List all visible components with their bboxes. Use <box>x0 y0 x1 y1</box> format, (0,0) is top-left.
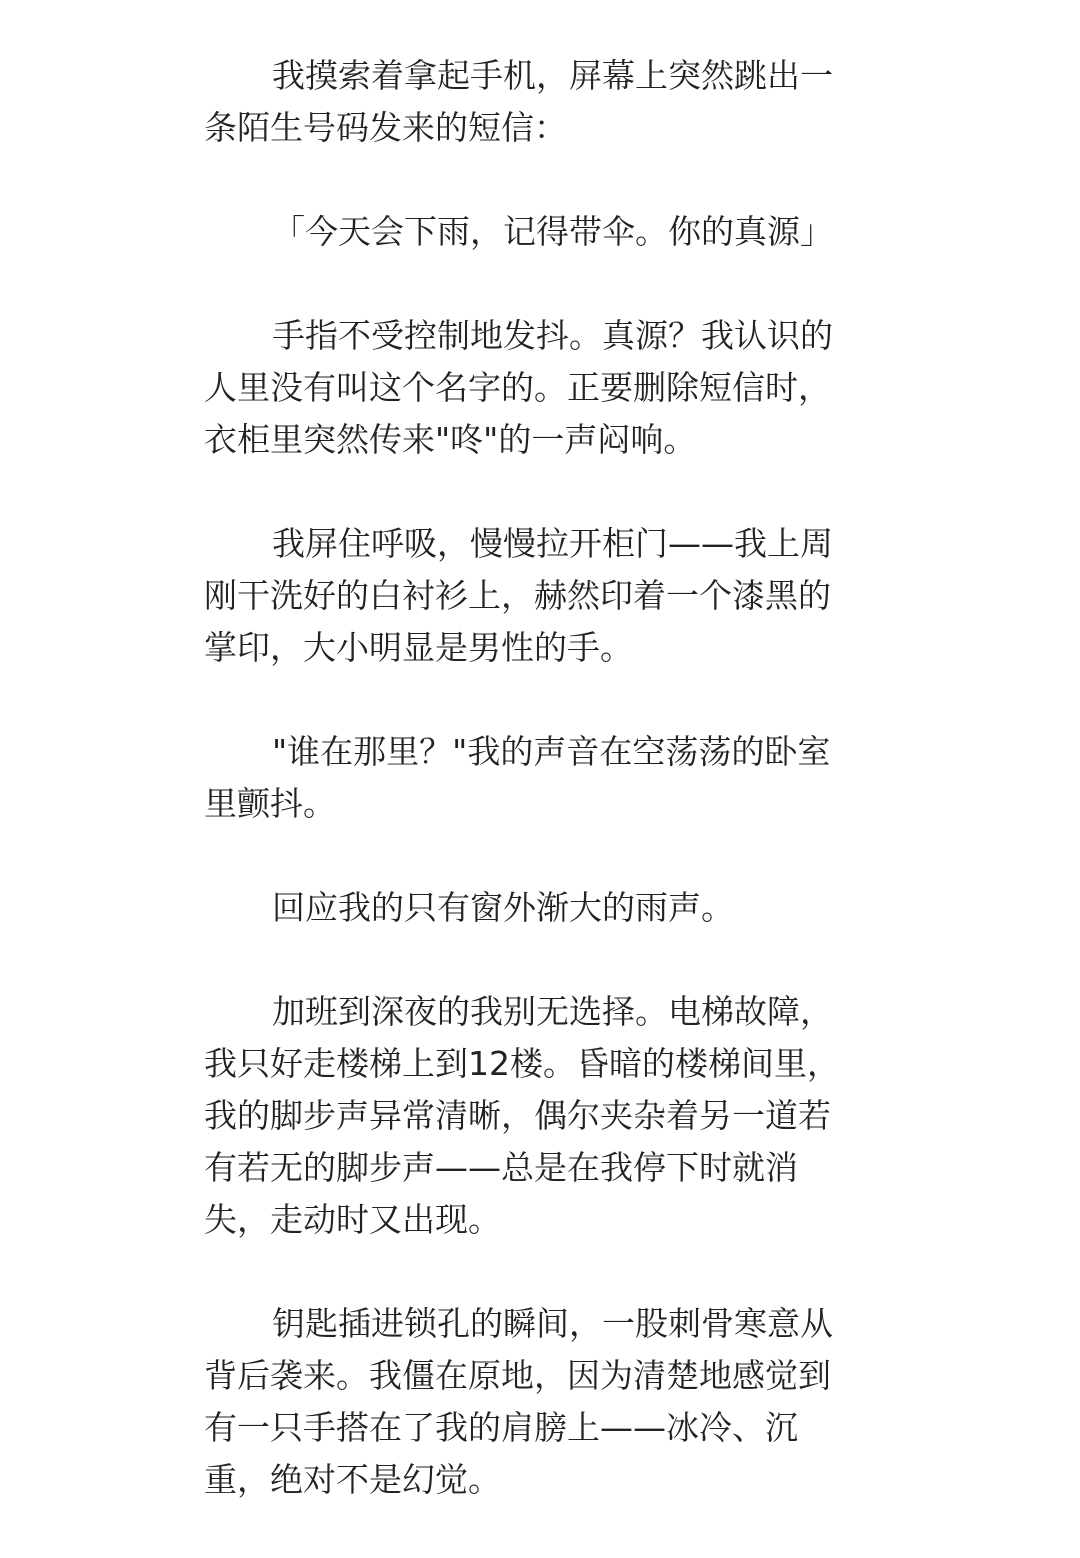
text-line: 加班到深夜的我别无选择。电梯故障， <box>272 992 833 1031</box>
article-body <box>204 50 884 1558</box>
text-line: 有若无的脚步声——总是在我停下时就消 <box>204 1148 798 1187</box>
text-line: 我只好走楼梯上到12楼。昏暗的楼梯间里， <box>204 1044 840 1083</box>
paragraph-4 <box>204 518 884 674</box>
text-line: 我的脚步声异常清晰，偶尔夹杂着另一道若 <box>204 1096 831 1135</box>
text-line: 失，走动时又出现。 <box>204 1200 501 1239</box>
paragraph-2 <box>204 206 884 258</box>
text-line: 手指不受控制地发抖。真源？我认识的 <box>272 316 833 355</box>
text-line: 我屏住呼吸，慢慢拉开柜门——我上周 <box>272 524 833 563</box>
text-line: 刚干洗好的白衬衫上，赫然印着一个漆黑的 <box>204 576 831 615</box>
text-line: 我摸索着拿起手机，屏幕上突然跳出一 <box>272 56 833 95</box>
paragraph-1 <box>204 50 884 154</box>
text-line: 钥匙插进锁孔的瞬间，一股刺骨寒意从 <box>272 1304 833 1343</box>
text-line: 「今天会下雨，记得带伞。你的真源」 <box>272 212 833 251</box>
text-line: 回应我的只有窗外渐大的雨声。 <box>272 888 734 927</box>
paragraph-6 <box>204 882 884 934</box>
text-line: 里颤抖。 <box>204 784 336 823</box>
text-line: 人里没有叫这个名字的。正要删除短信时， <box>204 368 831 407</box>
text-line: 背后袭来。我僵在原地，因为清楚地感觉到 <box>204 1356 831 1395</box>
text-line: 条陌生号码发来的短信： <box>204 108 567 147</box>
text-line: 衣柜里突然传来"咚"的一声闷响。 <box>204 420 697 459</box>
paragraph-5 <box>204 726 884 830</box>
text-line: 有一只手搭在了我的肩膀上——冰冷、沉 <box>204 1408 798 1447</box>
paragraph-3 <box>204 310 884 466</box>
text-line: 重，绝对不是幻觉。 <box>204 1460 501 1499</box>
text-line: 掌印，大小明显是男性的手。 <box>204 628 633 667</box>
paragraph-8 <box>204 1298 884 1506</box>
text-line: "谁在那里？"我的声音在空荡荡的卧室 <box>272 732 831 771</box>
paragraph-7 <box>204 986 884 1246</box>
